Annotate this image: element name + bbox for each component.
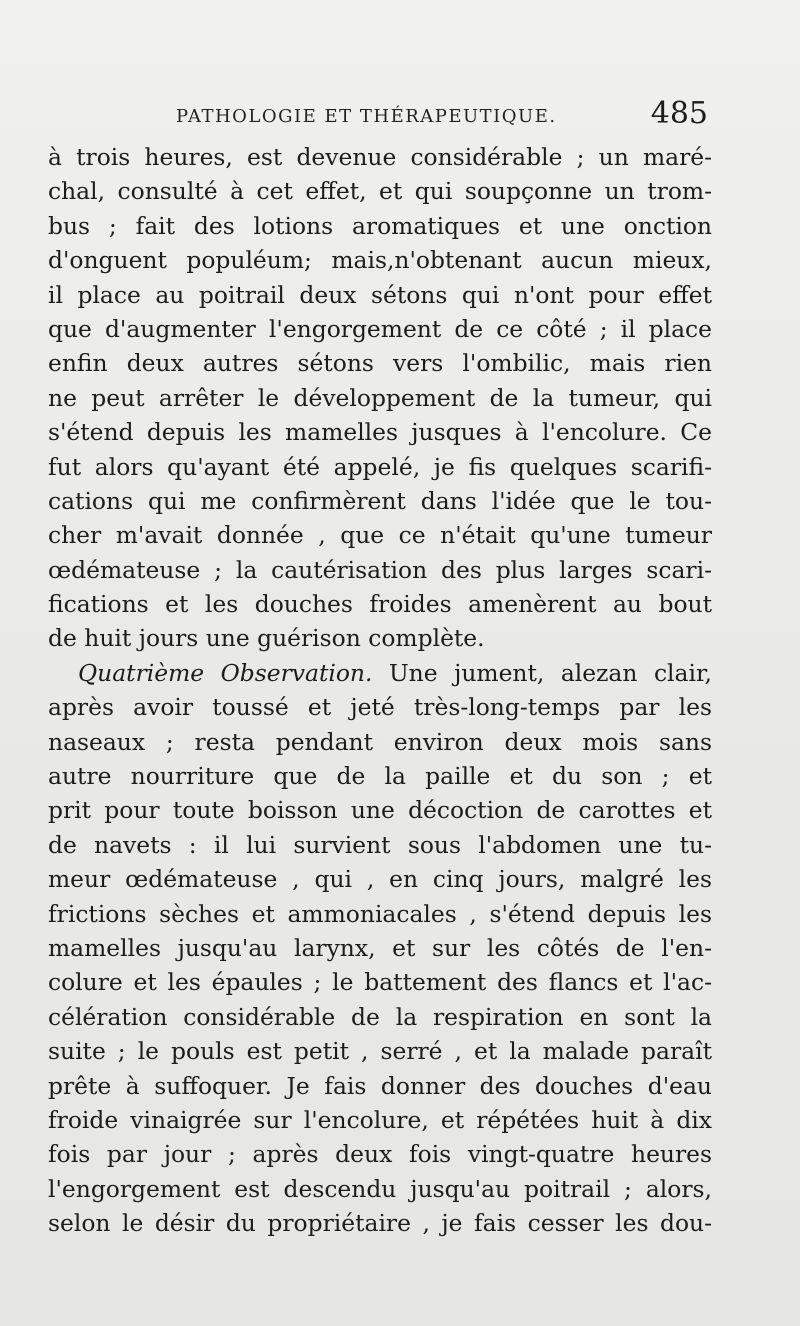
text-line: prit pour toute boisson une décoction de carottes et: [48, 796, 712, 825]
text-line: à trois heures, est devenue considérable ; un maré-: [48, 143, 712, 171]
body-text: [48, 140, 712, 1241]
text-line: que d'augmenter l'engorgement de ce côté ; il place: [48, 314, 712, 343]
observation-heading: Quatrième Observation.: [78, 658, 373, 687]
observation-first-line-text: Une jument, alezan clair,: [372, 658, 712, 687]
text-line: après avoir toussé et jeté très-long-temps par les: [48, 693, 712, 722]
text-line: de navets : il lui survient sous l'abdomen une tu-: [48, 830, 712, 859]
text-line: d'onguent populéum; mais,n'obtenant aucun mieux,: [48, 246, 712, 275]
text-line: célération considérable de la respiration en sont la: [48, 1002, 712, 1031]
page-number: 485: [650, 96, 708, 131]
observation-first-line: [48, 656, 712, 690]
text-line: suite ; le pouls est petit , serré , et la malade paraît: [48, 1037, 712, 1066]
text-line: l'engorgement est descendu jusqu'au poitrail ; alors,: [48, 1174, 712, 1203]
text-line: fois par jour ; après deux fois vingt-quatre heures: [48, 1140, 712, 1169]
text-line: cations qui me confirmèrent dans l'idée que le tou-: [48, 486, 712, 515]
text-line: meur œdémateuse , qui , en cinq jours, malgré les: [48, 865, 712, 894]
text-line: il place au poitrail deux sétons qui n'ont pour effet: [48, 280, 712, 309]
running-head: PATHOLOGIE ET THÉRAPEUTIQUE.: [176, 106, 557, 127]
text-line: enfin deux autres sétons vers l'ombilic, mais rien: [48, 349, 712, 378]
text-line: s'étend depuis les mamelles jusques à l'encolure. Ce: [48, 418, 712, 447]
text-line: froide vinaigrée sur l'encolure, et répétées huit à dix: [48, 1105, 712, 1134]
text-line: selon le désir du propriétaire , je fais cesser les dou-: [48, 1209, 712, 1238]
text-line: chal, consulté à cet effet, et qui soupçonne un trom-: [48, 177, 712, 206]
text-line: œdémateuse ; la cautérisation des plus larges scari-: [48, 555, 712, 584]
text-line: ne peut arrêter le développement de la tumeur, qui: [48, 383, 712, 412]
page-header: [48, 96, 708, 136]
text-line: fications et les douches froides amenèrent au bout: [48, 590, 712, 619]
text-line: colure et les épaules ; le battement des flancs et l'ac-: [48, 968, 712, 997]
text-line: cher m'avait donnée , que ce n'était qu'une tumeur: [48, 521, 712, 550]
text-line: autre nourriture que de la paille et du son ; et: [48, 762, 712, 791]
text-line: fut alors qu'ayant été appelé, je fis quelques scarifi-: [48, 452, 712, 481]
text-line: bus ; fait des lotions aromatiques et une onction: [48, 211, 712, 240]
text-line: naseaux ; resta pendant environ deux mois sans: [48, 727, 712, 756]
paragraph-end-line: de huit jours une guérison complète.: [48, 624, 485, 653]
text-line: prête à suffoquer. Je fais donner des douches d'eau: [48, 1071, 712, 1100]
text-line: mamelles jusqu'au larynx, et sur les côtés de l'en-: [48, 933, 712, 962]
text-line: frictions sèches et ammoniacales , s'étend depuis les: [48, 899, 712, 928]
